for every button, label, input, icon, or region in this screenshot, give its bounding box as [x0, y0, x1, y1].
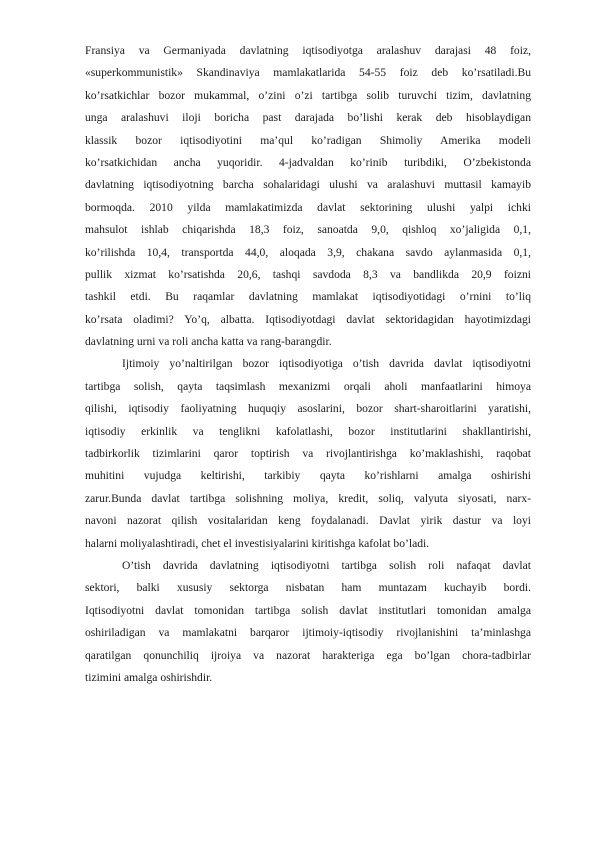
- text-line: Ijtimoiy yo’naltirilgan bozor iqtisodiyotiga o’tish davrida davlat iqtisodiyotni: [122, 357, 531, 371]
- text-line: muhitini vujudga keltirishi, tarkibiy qayta ko’rishlarni amalga oshirishi: [85, 469, 531, 483]
- text-line: ko’rilishda 10,4, transportda 44,0, aloqada 3,9, chakana savdo aylanmasida 0,1,: [85, 245, 531, 259]
- text-line: O’tish davrida davlatning iqtisodiyotni tartibga solish roli nafaqat davlat: [122, 558, 531, 572]
- text-line: qilishi, iqtisodiy faoliyatning huquqiy asoslarini, bozor shart-sharoitlarini yaratishi,: [85, 402, 531, 416]
- text-line: navoni nazorat qilish vositalaridan keng foydalanadi. Davlat yirik dastur va loyi: [85, 514, 531, 528]
- text-line: ko’rsata oladimi? Yo’q, albatta. Iqtisodiyotdagi davlat sektoridagidan hayotimizdagi: [85, 312, 531, 326]
- text-line: davlatning urni va roli ancha katta va rang-barangdir.: [85, 335, 332, 349]
- paragraph-1: [85, 40, 531, 353]
- document-body: [85, 40, 531, 689]
- text-line: mahsulot ishlab chiqarishda 18,3 foiz, sanoatda 9,0, qishloq xo’jaligida 0,1,: [85, 223, 531, 237]
- paragraph-3: [85, 555, 531, 689]
- text-line: halarni moliyalashtiradi, chet el investisiyalarini kiritishga kafolat bo’ladi.: [85, 536, 430, 550]
- text-line: tashkil etdi. Bu raqamlar davlatning mamlakat iqtisodiyotidagi o’rnini to’liq: [85, 290, 531, 304]
- text-line: iqtisodiy erkinlik va tenglikni kafolatlashi, bozor institutlarini shakllantirishi,: [85, 424, 531, 438]
- text-line: zarur.Bunda davlat tartibga solishning moliya, kredit, soliq, valyuta siyosati, narx-: [85, 491, 531, 505]
- text-line: davlatning iqtisodiyotning barcha sohalaridagi ulushi va aralashuvi muttasil kamayib: [85, 178, 531, 192]
- text-line: unga aralashuvi iloji boricha past darajada bo’lishi kerak deb hisoblaydigan: [85, 111, 531, 125]
- text-line: ko’rsatkichlar bozor mukammal, o’zini o’zi tartibga solib turuvchi tizim, davlatning: [85, 88, 531, 102]
- text-line: sektori, balki xususiy sektorga nisbatan ham muntazam kuchayib bordi.: [85, 581, 531, 595]
- text-line: tizimini amalga oshirishdir.: [85, 670, 213, 684]
- text-line: pullik xizmat ko’rsatishda 20,6, tashqi savdoda 8,3 va bandlikda 20,9 foizni: [85, 267, 531, 281]
- text-line: ko’rsatkichidan ancha yuqoridir. 4-jadvaldan ko’rinib turibdiki, O’zbekistonda: [85, 155, 531, 169]
- text-line: tadbirkorlik tizimlarini qaror toptirish va rivojlantirishga ko’maklashishi, raqobat: [85, 447, 531, 461]
- text-line: oshiriladigan va mamlakatni barqaror ijtimoiy-iqtisodiy rivojlanishini ta’minlashga: [85, 626, 531, 640]
- paragraph-2: [85, 353, 531, 555]
- text-line: «superkommunistik» Skandinaviya mamlakatlarida 54-55 foiz deb ko’rsatiladi.Bu: [85, 66, 531, 80]
- text-line: Iqtisodiyotni davlat tomonidan tartibga solish davlat institutlari tomonidan amalga: [85, 603, 531, 617]
- text-line: Fransiya va Germaniyada davlatning iqtisodiyotga aralashuv darajasi 48 foiz,: [85, 44, 531, 57]
- text-line: bormoqda. 2010 yilda mamlakatimizda davlat sektorining ulushi yalpi ichki: [85, 200, 531, 214]
- text-line: klassik bozor iqtisodiyotini ma’qul ko’radigan Shimoliy Amerika modeli: [85, 133, 531, 147]
- text-line: tartibga solish, qayta taqsimlash mexanizmi orqali aholi manfaatlarini himoya: [85, 379, 531, 393]
- text-line: qaratilgan qonunchiliq ijroiya va nazorat harakteriga ega bo’lgan chora-tadbirlar: [85, 648, 531, 662]
